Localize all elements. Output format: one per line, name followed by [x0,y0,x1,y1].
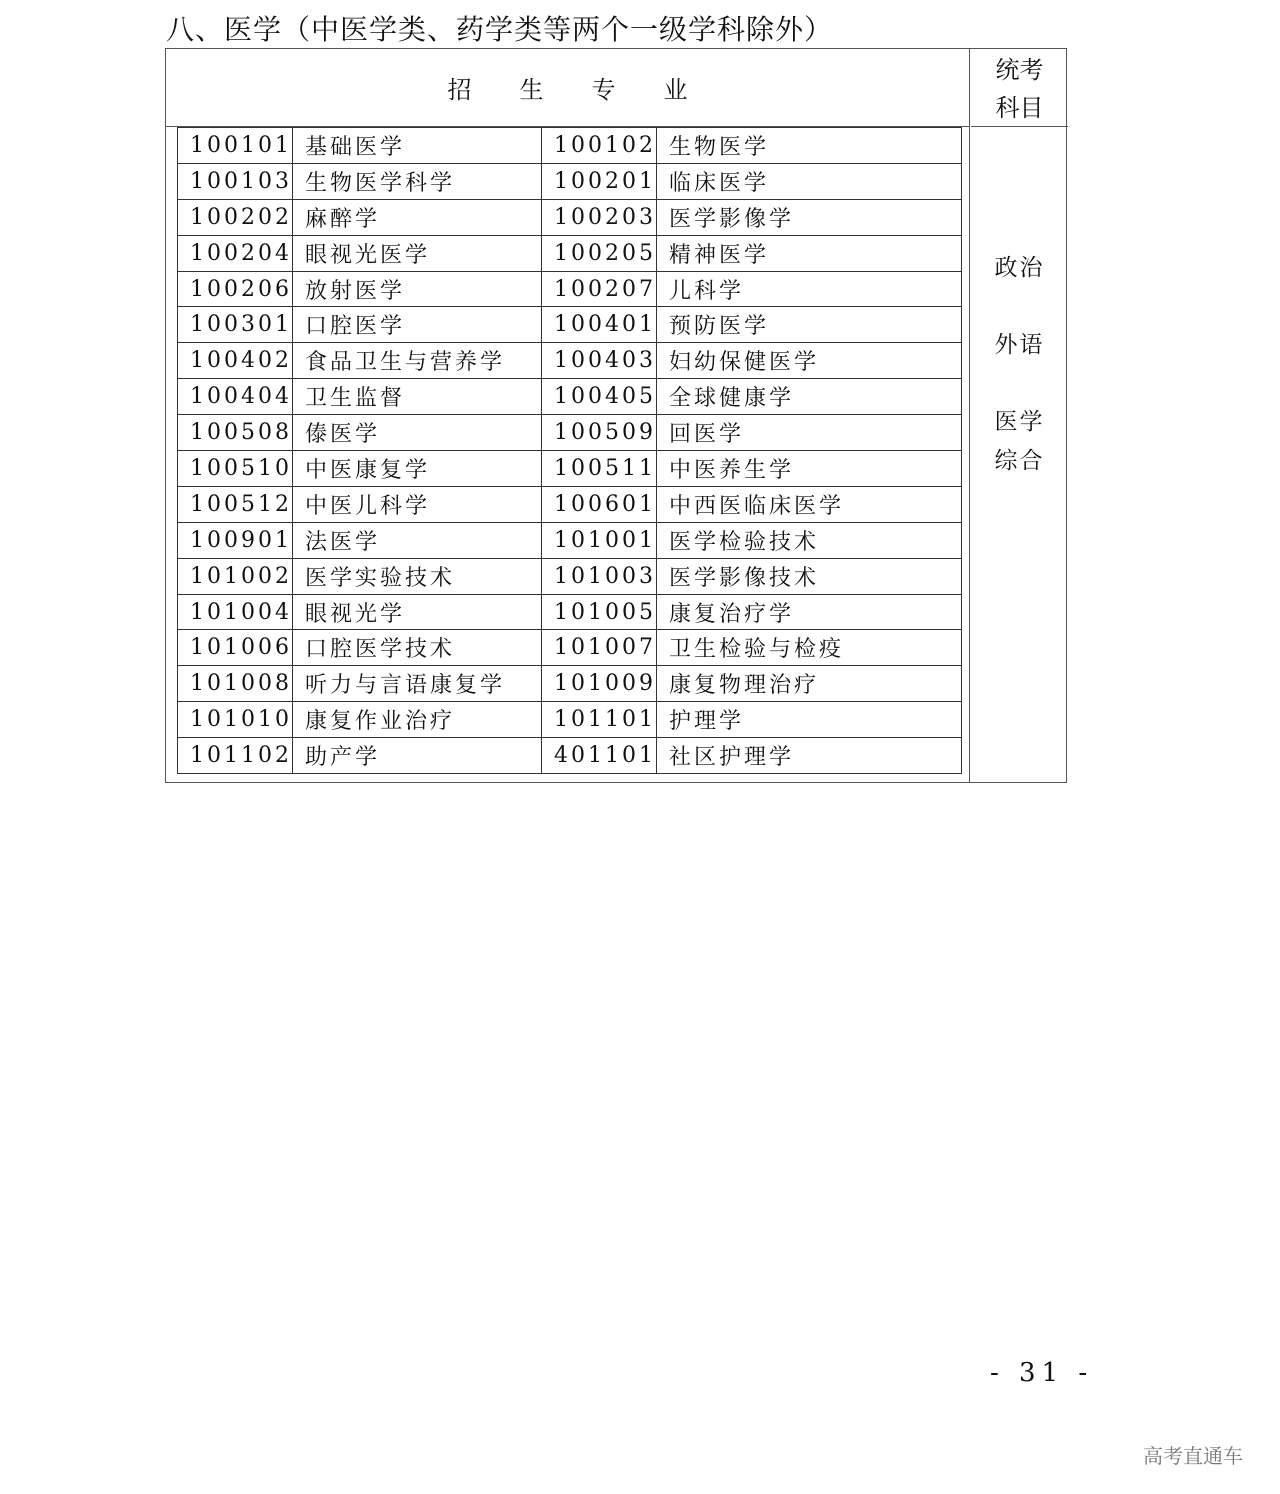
major-code: 101004 [178,594,293,630]
major-name: 妇幼保健医学 [656,343,961,379]
major-code: 100404 [178,379,293,415]
watermark: 高考直通车 [1143,1444,1243,1468]
major-name: 口腔医学技术 [292,630,541,666]
major-name: 基础医学 [292,128,541,164]
major-code: 101102 [178,738,293,774]
major-name: 医学影像技术 [656,558,961,594]
major-name: 临床医学 [656,163,961,199]
table-row [178,128,962,164]
major-code: 100202 [178,199,293,235]
major-code: 401101 [541,738,656,774]
major-name: 康复治疗学 [656,594,961,630]
major-name: 医学实验技术 [292,558,541,594]
major-code: 101010 [178,702,293,738]
major-name: 卫生监督 [292,379,541,415]
subject-medicine: 医学 [994,409,1045,435]
major-code: 100511 [541,451,656,487]
major-code: 100201 [541,163,656,199]
major-name: 中医儿科学 [292,486,541,522]
table-row [178,415,962,451]
major-name: 生物医学 [656,128,961,164]
major-name: 社区护理学 [656,738,961,774]
major-code: 100103 [178,163,293,199]
header-subject [971,49,1068,127]
major-name: 眼视光医学 [292,235,541,271]
major-code: 101006 [178,630,293,666]
major-code: 100206 [178,271,293,307]
major-name: 麻醉学 [292,199,541,235]
major-name: 放射医学 [292,271,541,307]
major-code: 101008 [178,666,293,702]
major-code: 100401 [541,307,656,343]
major-name: 卫生检验与检疫 [656,630,961,666]
major-name: 医学检验技术 [656,522,961,558]
major-name: 生物医学科学 [292,163,541,199]
table-row [178,271,962,307]
major-code: 100207 [541,271,656,307]
major-code: 100901 [178,522,293,558]
major-name: 听力与言语康复学 [292,666,541,702]
subject-language: 外语 [994,332,1045,358]
major-code: 100601 [541,486,656,522]
table-row [178,522,962,558]
column-divider [969,49,970,782]
major-code: 101007 [541,630,656,666]
section-title: 八、医学（中医学类、药学类等两个一级学科除外） [166,13,834,46]
major-code: 100510 [178,451,293,487]
page-number: - 31 - [990,1358,1094,1388]
table-row [178,702,962,738]
major-name: 全球健康学 [656,379,961,415]
major-code: 100508 [178,415,293,451]
table-row [178,594,962,630]
table-row [178,666,962,702]
table-row [178,738,962,774]
major-code: 100203 [541,199,656,235]
major-code: 100512 [178,486,293,522]
major-name: 中医康复学 [292,451,541,487]
table-row [178,486,962,522]
major-name: 精神医学 [656,235,961,271]
subject-comprehensive: 综合 [994,448,1045,474]
major-name: 预防医学 [656,307,961,343]
major-list [177,127,962,774]
major-name: 中西医临床医学 [656,486,961,522]
major-code: 100402 [178,343,293,379]
table-row [178,630,962,666]
table-row [178,558,962,594]
major-name: 康复作业治疗 [292,702,541,738]
major-code: 101001 [541,522,656,558]
major-name: 中医养生学 [656,451,961,487]
major-name: 回医学 [656,415,961,451]
major-name: 食品卫生与营养学 [292,343,541,379]
major-name: 医学影像学 [656,199,961,235]
major-name: 儿科学 [656,271,961,307]
header-subject-line: 统考 [995,56,1044,84]
major-name: 傣医学 [292,415,541,451]
major-code: 100405 [541,379,656,415]
major-code: 100101 [178,128,293,164]
table-row [178,343,962,379]
major-name: 护理学 [656,702,961,738]
table-row [178,163,962,199]
table-row [178,235,962,271]
major-code: 101003 [541,558,656,594]
header-major: 招生专业 [166,49,969,127]
major-name: 助产学 [292,738,541,774]
major-code: 100102 [541,128,656,164]
table-row [178,199,962,235]
major-name: 眼视光学 [292,594,541,630]
major-code: 101005 [541,594,656,630]
major-code: 101002 [178,558,293,594]
subject-politics: 政治 [994,255,1045,281]
major-code: 101009 [541,666,656,702]
major-code: 101101 [541,702,656,738]
major-code: 100301 [178,307,293,343]
major-code: 100205 [541,235,656,271]
table-row [178,379,962,415]
major-code: 100403 [541,343,656,379]
header-subject-line: 科目 [995,94,1044,122]
major-name: 口腔医学 [292,307,541,343]
table-row [178,307,962,343]
major-name: 康复物理治疗 [656,666,961,702]
major-code: 100204 [178,235,293,271]
table-row [178,451,962,487]
major-name: 法医学 [292,522,541,558]
major-code: 100509 [541,415,656,451]
